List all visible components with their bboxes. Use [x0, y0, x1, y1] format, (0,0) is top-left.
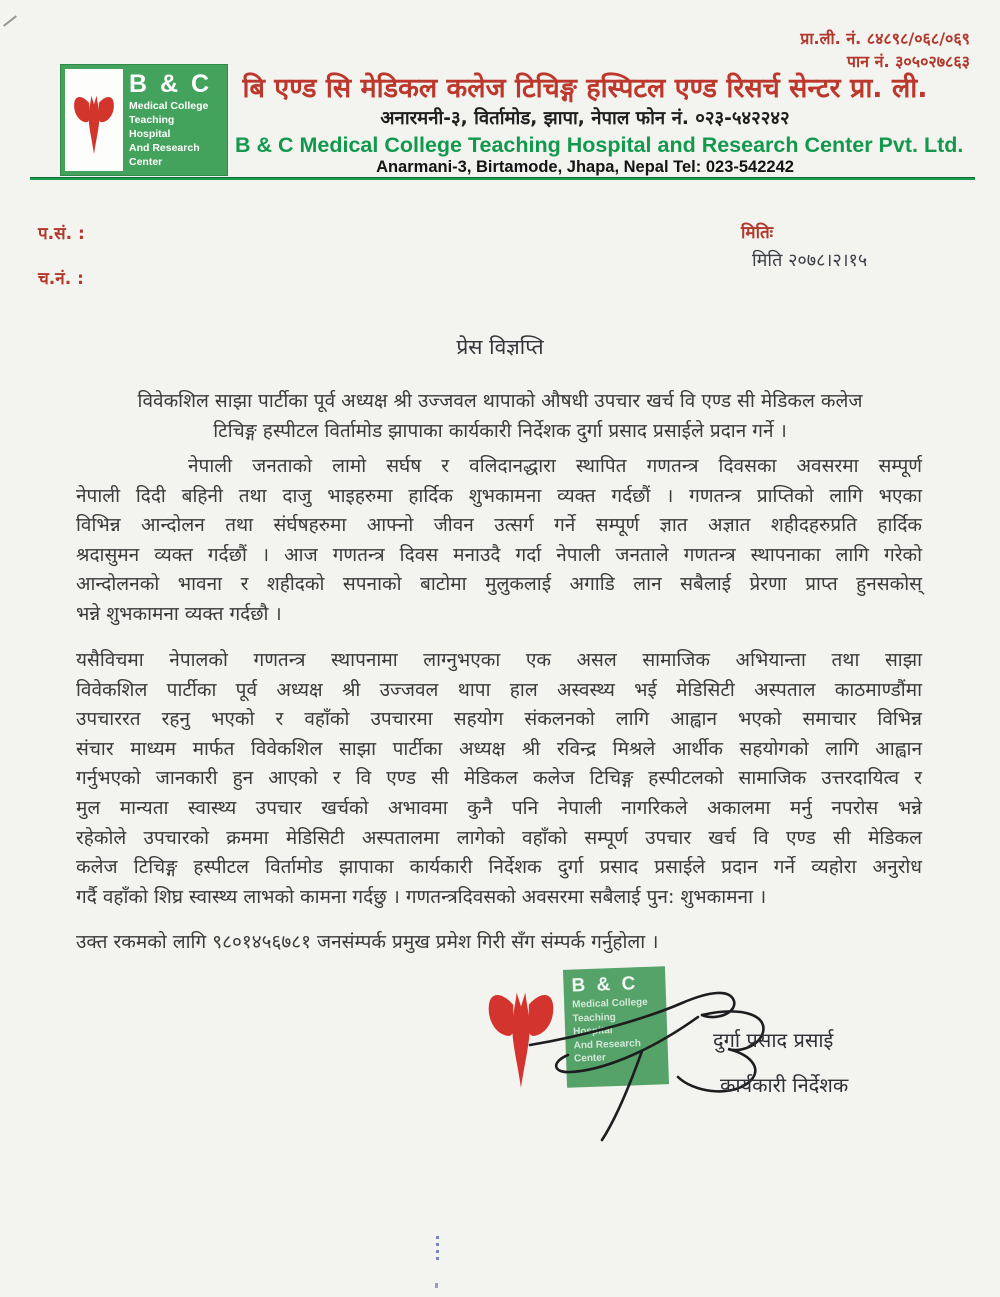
stamp-line: And Research — [573, 1037, 642, 1051]
office-rubber-stamp — [563, 966, 669, 1087]
paragraph-line: टिचिङ्ग हस्पीटल विर्तामोड झापाका कार्यकारी निर्देशक दुर्गा प्रसाद प्रसाईले प्रदान गर्ने । — [213, 420, 787, 442]
dispatch-number-label: च.नं. : — [38, 269, 84, 289]
stamp-line: Medical College — [572, 996, 648, 1011]
paragraph-line: रहेकोले उपचारको क्रममा मेडिसिटी अस्पतालमा लागेको वहाँको सम्पूर्ण उपचार खर्च वि एण्ड सी मेडिकल — [76, 826, 922, 849]
hospital-address-nepali: अनारमनी-३, विर्तामोड, झापा, नेपाल फोन नं. ०२३-५४२२४२ — [380, 108, 790, 129]
scan-artifact — [435, 1283, 438, 1288]
paragraph-line: आन्दोलनको भावना र शहीदको सपनाको बाटोमा मुलुकलाई अगाडि लान सबैलाई प्रेरणा प्राप्त हुनसकोस् — [76, 573, 922, 596]
logo-line: Center — [129, 156, 163, 168]
paragraph-line: विवेकशिल पार्टीका पूर्व अध्यक्ष श्री उज्जवल थापा हाल अस्वस्थ्य भई मेडिसिटी अस्पताल काठमाण्डौंमा — [76, 678, 922, 701]
paragraph-2 — [76, 452, 922, 630]
paragraph-line: विवेकशिल साझा पार्टीका पूर्व अध्यक्ष श्री उज्जवल थापाको औषधी उपचार खर्च वि एण्ड सी मेडिकल कलेज — [137, 390, 863, 412]
stamp-line: Teaching — [572, 1011, 616, 1025]
hospital-title-nepali: बि एण्ड सि मेडिकल कलेज टिचिङ्ग हस्पिटल एण्ड रिसर्च सेन्टर प्रा. ली. — [242, 73, 928, 104]
paragraph-line: उक्त रकमको लागि ९८०१४५६७८१ जनसंम्पर्क प्रमुख प्रमेश गिरी सँग संम्पर्क गर्नुहोला । — [76, 931, 659, 953]
date-label: मितिः — [741, 223, 774, 243]
press-release-title: प्रेस विज्ञप्ति — [456, 335, 544, 359]
paragraph-line: नेपाली जनताको लामो सर्घष र वलिदानद्धारा स्थापित गणतन्त्र दिवसका अवसरमा सम्पूर्ण — [188, 455, 922, 477]
paragraph-line: श्रदासुमन व्यक्त गर्दछौं । आज गणतन्त्र दिवस मनाउदै गर्दा नेपाली जनताले गणतन्त्र स्थापनाका लागि गरेको — [76, 543, 922, 566]
stamp-line: Hospital — [572, 1025, 613, 1038]
paragraph-line: संचार माध्यम मार्फत विवेकशिल साझा पार्टीका अध्यक्ष श्री रविन्द्र मिश्रले आर्थीक सहयोगको लागि आह्वान — [76, 737, 922, 760]
hospital-title-english: B & C Medical College Teaching Hospital and Research Center Pvt. Ltd. — [235, 133, 964, 157]
pan-number: पान नं. ३०५०२७८६३ — [846, 52, 970, 71]
paragraph-line: गर्नुभएको जानकारी हुन आएको र वि एण्ड सी मेडिकल कलेज टिचिङ्ग हस्पीटलको सामाजिक उत्तरदायित्व र — [76, 767, 922, 790]
paragraph-1 — [70, 386, 930, 446]
hospital-logo — [60, 64, 228, 176]
scan-artifact — [436, 1236, 439, 1264]
paragraph-line: मुल मान्यता स्वास्थ्य उपचार खर्चको अभावमा कुनै पनि नेपाली नागरिकले अकालमा मर्नु नपरोस भन्ने — [76, 796, 922, 819]
registration-block — [800, 27, 970, 73]
hospital-address-english: Anarmani-3, Birtamode, Jhapa, Nepal Tel: 023-542242 — [376, 158, 794, 176]
paragraph-4 — [76, 928, 922, 958]
signatory-name: दुर्गा प्रसाद प्रसाई — [713, 1028, 834, 1052]
logo-line: Medical College — [129, 100, 209, 112]
trident-logo-icon — [70, 68, 118, 172]
paragraph-line: यसैविचमा नेपालको गणतन्त्र स्थापनामा लाग्नुभएका एक असल सामाजिक अभियान्ता तथा साझा — [76, 649, 922, 671]
paragraph-line: भन्ने शुभकामना व्यक्त गर्दछौ । — [76, 602, 282, 625]
registration-number: प्रा.ली. नं. ८४८९८/०६८/०६९ — [800, 29, 970, 48]
logo-abbr: B & C — [129, 70, 213, 98]
signatory-designation: कार्यकारी निर्देशक — [720, 1073, 849, 1097]
scan-artifact — [3, 15, 17, 26]
header-divider — [30, 177, 975, 180]
logo-text-panel — [129, 69, 223, 171]
date-value: मिति २०७८।२।१५ — [752, 250, 868, 271]
stamp-abbr: B & C — [571, 973, 639, 997]
stamp-line: Center — [573, 1052, 606, 1065]
ref-number-label: प.सं. : — [38, 224, 85, 244]
paragraph-line: उपचाररत रहनु भएको र वहाँको उपचारमा सहयोग संकलनको लागि आह्वान भएको समाचार विभिन्न — [76, 708, 922, 731]
trident-stamp-icon — [482, 965, 560, 1093]
paragraph-3 — [76, 646, 922, 912]
paragraph-line: नेपाली दिदी बहिनी तथा दाजु भाइहरुमा हार्दिक शुभकामना व्यक्त गर्दछौं । गणतन्त्र प्राप्तिको लागि भएका — [76, 484, 922, 507]
paragraph-line: विभिन्न आन्दोलन तथा संर्घषहरुमा आफ्नो जीवन उत्सर्ग गर्ने सम्पूर्ण ज्ञात अज्ञात शहीदहरुप्रति हार्दिक — [76, 514, 922, 537]
logo-line: And Research — [129, 142, 200, 154]
logo-symbol-panel — [65, 69, 123, 171]
paragraph-line: कलेज टिचिङ्ग हस्पीटल विर्तामोड झापाका कार्यकारी निर्देशक दुर्गा प्रसाद प्रसाईले प्रदान गर्ने व्यहोरा अनुरोध — [76, 856, 922, 879]
logo-line: Hospital — [129, 128, 171, 140]
logo-line: Teaching — [129, 114, 175, 126]
paragraph-line: गर्दै वहाँको शिघ्र स्वास्थ्य लाभको कामना गर्दछु । गणतन्त्रदिवसको अवसरमा सबैलाई पुन: शुभकामना । — [76, 885, 767, 908]
